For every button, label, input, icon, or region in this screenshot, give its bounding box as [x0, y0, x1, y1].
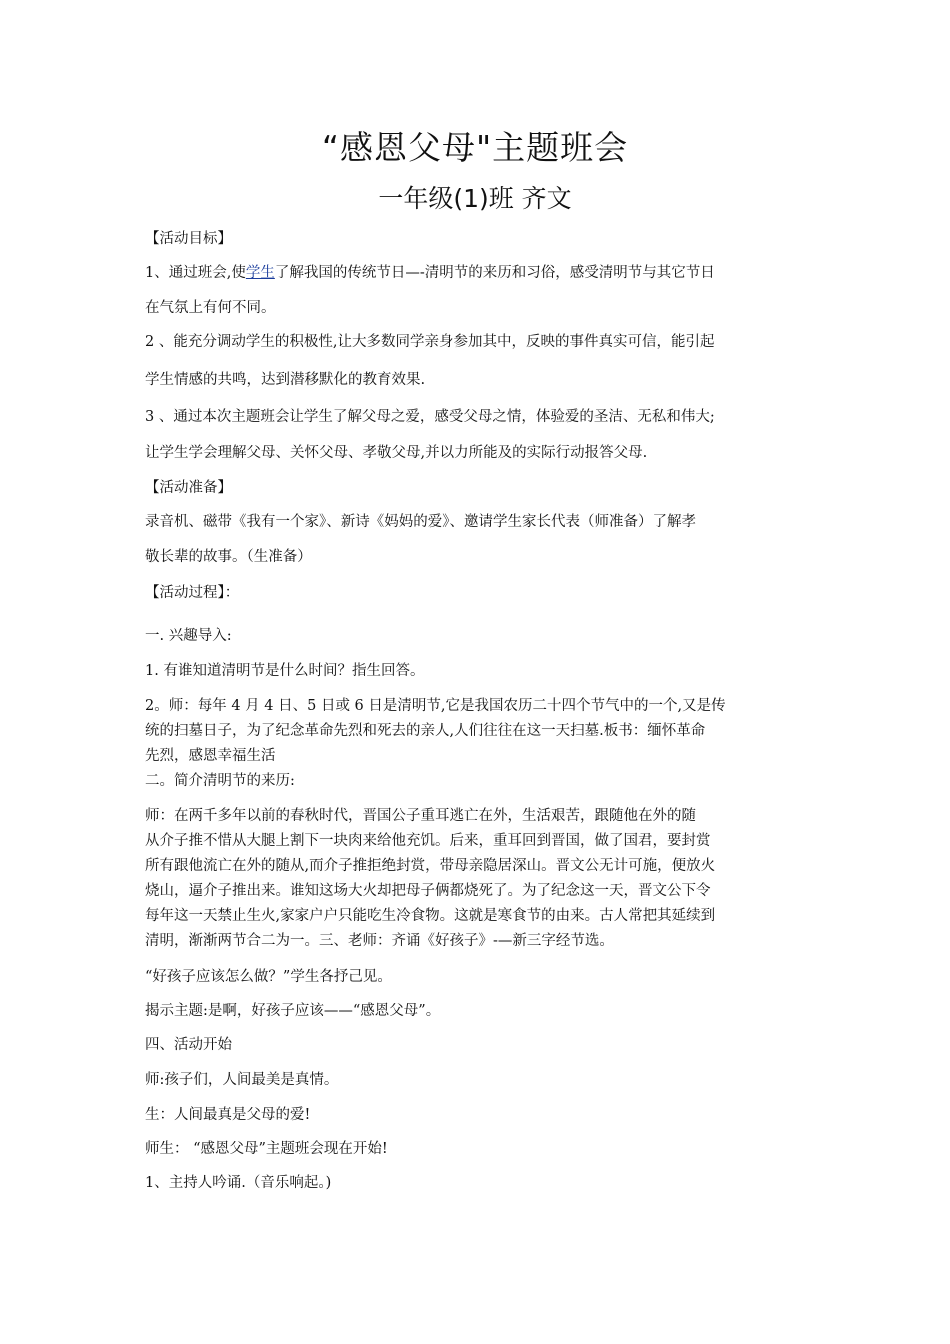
goal-1-line	[145, 262, 810, 284]
part-2-heading: 二。简介清明节的来历:	[145, 773, 295, 789]
story-line-4: 烧山，逼介子推出来。谁知这场大火却把母子俩都烧死了。为了纪念这一天，晋文公下令	[145, 883, 711, 899]
goal-1-text-b: 了解我国的传统节日—-清明节的来历和习俗，感受清明节与其它节日	[274, 265, 715, 281]
process-heading: 【活动过程】：	[145, 585, 240, 601]
together-line: 师生： “感恩父母”主题班会现在开始!	[145, 1141, 388, 1157]
story-line-2: 从介子推不惜从大腿上割下一块肉来给他充饥。后来，重耳回到晋国，做了国君，要封赏	[145, 833, 711, 849]
goal-2-line: 2 、能充分调动学生的积极性,让大多数同学亲身参加其中，反映的事件真实可信，能引起	[145, 334, 715, 350]
story-line-5: 每年这一天禁止生火,家家户户只能吃生冷食物。这就是寒食节的由来。古人常把其延续到	[145, 908, 716, 924]
part-4-heading: 四、活动开始	[145, 1037, 232, 1053]
part-1-heading: 一. 兴趣导入:	[145, 628, 232, 644]
document-title: “感恩父母"主题班会	[321, 128, 629, 167]
goal-1-line-2: 在气氛上有何不同。	[145, 300, 276, 316]
host-line: 1、主持人吟诵.（音乐响起。)	[145, 1175, 332, 1191]
story-line-3: 所有跟他流亡在外的随从,而介子推拒绝封赏，带母亲隐居深山。晋文公无计可施，便放火	[145, 858, 716, 874]
teacher-line: 师:孩子们，人间最美是真情。	[145, 1072, 339, 1088]
part-1-item-2-line-1: 2。师：每年 4 月 4 日、5 日或 6 日是清明节,它是我国农历二十四个节气中的一个,又是传	[145, 698, 726, 714]
goal-heading: 【活动目标】	[145, 231, 232, 247]
document-subtitle: 一年级(1)班 齐文	[378, 184, 572, 213]
goal-2-line-2: 学生情感的共鸣，达到潜移默化的教育效果.	[145, 372, 426, 388]
story-line-1: 师：在两千多年以前的春秋时代，晋国公子重耳逃亡在外，生活艰苦，跟随他在外的随	[145, 808, 696, 824]
prep-heading: 【活动准备】	[145, 480, 232, 496]
theme-line: 揭示主题:是啊，好孩子应该——“感恩父母”。	[145, 1003, 441, 1019]
question-line: “好孩子应该怎么做？”学生各抒己见。	[145, 969, 392, 985]
student-link[interactable]: 学生	[245, 265, 275, 281]
goal-3-line: 3 、通过本次主题班会让学生了解父母之爱，感受父母之情，体验爱的圣洁、无私和伟大;	[145, 409, 715, 425]
goal-3-line-2: 让学生学会理解父母、关怀父母、孝敬父母,并以力所能及的实际行动报答父母.	[145, 445, 648, 461]
goal-1-text-a: 1、通过班会,使	[145, 265, 246, 281]
part-1-item-1: 1. 有谁知道清明节是什么时间？指生回答。	[145, 663, 425, 679]
story-line-6: 清明，渐渐两节合二为一。三、老师：齐诵《好孩子》-—新三字经节选。	[145, 933, 614, 949]
part-1-item-2-line-2: 统的扫墓日子，为了纪念革命先烈和死去的亲人,人们往往在这一天扫墓.板书：缅怀革命	[145, 723, 706, 739]
prep-line: 录音机、磁带《我有一个家》、新诗《妈妈的爱》、邀请学生家长代表（师准备）了解孝	[145, 514, 696, 530]
prep-line-2: 敬长辈的故事。（生准备）	[145, 549, 312, 565]
part-1-item-2	[145, 694, 810, 794]
student-line: 生：人间最真是父母的爱!	[145, 1107, 311, 1123]
part-1-item-2-line-3: 先烈，感恩幸福生活	[145, 748, 276, 764]
story-paragraph	[145, 804, 810, 954]
